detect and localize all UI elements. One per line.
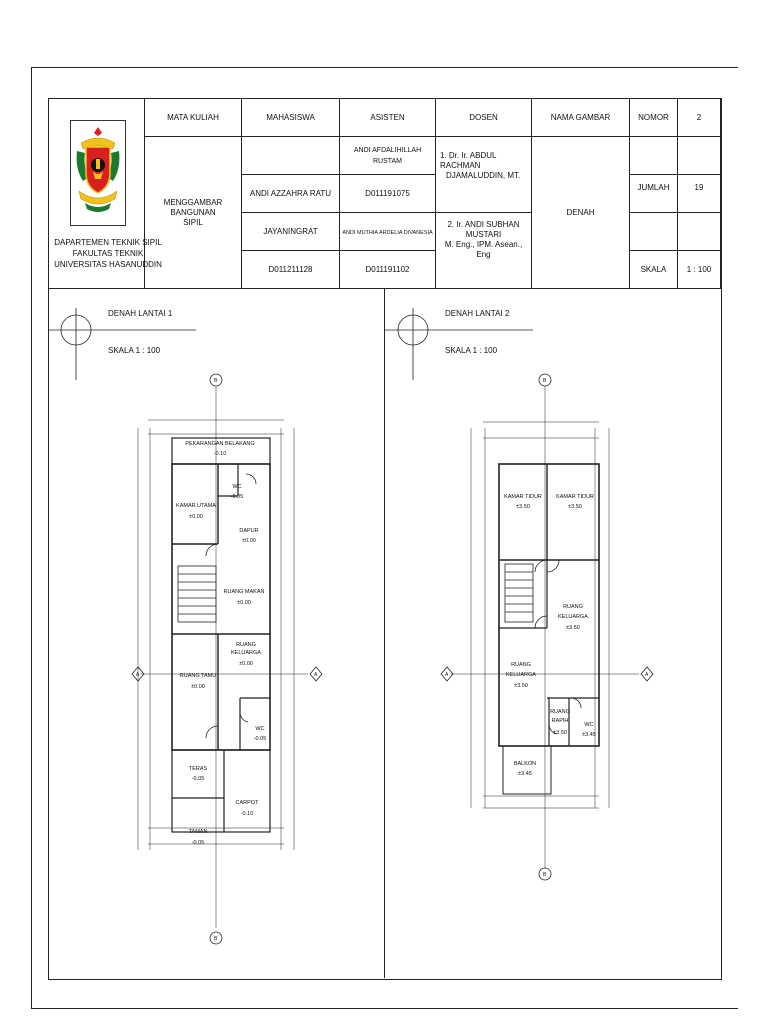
- department-line-3: UNIVERSITAS HASANUDDIN: [54, 260, 162, 269]
- room-ruang-rapih-level: ±3.50: [553, 730, 567, 736]
- assistant-1-id: D011191075: [340, 175, 436, 213]
- room-wc: WC: [584, 722, 594, 728]
- room-balkon-level: ±3.45: [518, 771, 532, 777]
- jumlah-empty-2: [678, 213, 721, 251]
- header-nomor: NOMOR: [630, 99, 678, 137]
- room-kamar-tidur-1: KAMAR TIDUR: [504, 494, 542, 500]
- room-balkon: BALKON: [513, 761, 537, 767]
- room-ruang-keluarga-1: RUANG: [511, 662, 531, 668]
- plan-2-scale: SKALA 1 : 100: [445, 346, 498, 355]
- department-line-2: FAKULTAS TEKNIK: [72, 249, 144, 258]
- room-ruang-keluarga-right-level: ±3.50: [566, 625, 580, 631]
- header-mahasiswa: MAHASISWA: [242, 99, 340, 137]
- student-id: D011211128: [242, 251, 340, 289]
- plan-2-axis-left: A: [445, 672, 449, 678]
- room-ruang-keluarga-level: ±0.00: [239, 661, 253, 667]
- plan-1-axis-top: B: [214, 378, 218, 384]
- student-name-2: JAYANINGRAT: [242, 213, 340, 251]
- assistant-2-id: D011191102: [340, 251, 436, 289]
- room-ruang-rapih-1: RUANG: [550, 709, 570, 715]
- plan-2-axis-right: A: [645, 672, 649, 678]
- room-kamar-utama: KAMAR UTAMA: [176, 503, 216, 509]
- room-wc-bottom-level: -0.05: [253, 736, 267, 742]
- room-ruang-tamu: RUANG TAMU: [179, 673, 217, 679]
- plan-1-axis-left: A: [136, 672, 140, 678]
- room-pekarangan: PEKARANGAN BELAKANG: [185, 441, 255, 447]
- lecturer-1-line-b: DJAMALUDDIN, MT.: [446, 171, 521, 180]
- student-name-1: ANDI AZZAHRA RATU: [242, 175, 340, 213]
- department-name: [50, 237, 166, 270]
- room-wc-top: WC: [232, 484, 242, 490]
- room-ruang-keluarga-1: RUANG: [236, 642, 256, 648]
- room-ruang-makan-level: ±0.00: [237, 600, 251, 606]
- room-carpot-level: -0.10: [240, 811, 254, 817]
- plan-1-title: DENAH LANTAI 1: [108, 309, 173, 318]
- lecturer-2-line-b: M. Eng., IPM. Asean., Eng: [444, 239, 523, 259]
- room-carpot: CARPOT: [235, 800, 259, 806]
- plan-1-axis-bottom: B: [214, 936, 218, 942]
- plan-1-axis-right: A: [314, 672, 318, 678]
- plan-2-axis-top: B: [543, 378, 547, 384]
- course-line-1: MENGGAMBAR: [163, 197, 223, 207]
- lecturer-2-cell: [436, 213, 532, 289]
- course-line-2: BANGUNAN: [170, 207, 216, 217]
- room-dapur-level: ±0.00: [242, 538, 256, 544]
- university-logo: [70, 120, 126, 226]
- drawing-name: DENAH: [532, 137, 630, 289]
- room-ruang-tamu-level: ±0.00: [191, 684, 205, 690]
- nomor-empty-2: [678, 137, 721, 175]
- room-ruang-makan: RUANG MAKAN: [223, 589, 265, 595]
- room-wc-bottom: WC: [255, 726, 265, 732]
- lecturer-1-line-a: 1. Dr. Ir. ABDUL RACHMAN: [440, 151, 497, 170]
- room-taman-level: -0.05: [191, 840, 205, 846]
- plan-2-axis-bottom: B: [543, 872, 547, 878]
- nomor-value: 2: [678, 99, 721, 137]
- course-line-3: SIPIL: [183, 217, 203, 227]
- room-kamar-tidur-2: KAMAR TIDUR: [556, 494, 594, 500]
- header-mata-kuliah: MATA KULIAH: [145, 99, 242, 137]
- room-ruang-keluarga-2: KELUARGA: [506, 672, 536, 678]
- student-empty-cell: [242, 137, 340, 175]
- plan-1-scale: SKALA 1 : 100: [108, 346, 161, 355]
- room-kamar-utama-level: ±0.00: [189, 514, 203, 520]
- header-dosen: DOSEN: [436, 99, 532, 137]
- room-ruang-keluarga-level: ±3.50: [514, 683, 528, 689]
- room-teras-level: -0.05: [191, 776, 205, 782]
- nomor-empty: [630, 137, 678, 175]
- room-ruang-keluarga-right-2: KELUARGA: [558, 614, 588, 620]
- lecturer-1-cell: [436, 137, 532, 213]
- floor-plan-1: [48, 288, 384, 978]
- room-kamar-tidur-1-level: ±3.50: [516, 504, 530, 510]
- room-pekarangan-level: -0.10: [213, 451, 227, 457]
- room-teras: TERAS: [188, 766, 208, 772]
- skala-label: SKALA: [630, 251, 678, 289]
- room-wc-top-level: -0.05: [230, 494, 244, 500]
- jumlah-label: JUMLAH: [630, 175, 678, 213]
- skala-value: 1 : 100: [678, 251, 721, 289]
- plan-2-title: DENAH LANTAI 2: [445, 309, 510, 318]
- assistant-1-name: ANDI AFDALIHILLAH RUSTAM: [340, 137, 436, 175]
- room-ruang-rapih-2: RAPIH: [551, 718, 569, 724]
- floor-plan-2: [385, 288, 720, 978]
- header-asisten: ASISTEN: [340, 99, 436, 137]
- room-wc-level: ±3.45: [582, 732, 596, 738]
- jumlah-value: 19: [678, 175, 721, 213]
- assistant-2-name: ANDI MUTHIA ARDELIA DIVANESIA: [340, 213, 436, 251]
- room-ruang-keluarga-2: KELUARGA: [231, 650, 261, 656]
- jumlah-empty: [630, 213, 678, 251]
- lecturer-2-line-a: 2. Ir. ANDI SUBHAN MUSTARI: [447, 219, 520, 239]
- room-ruang-keluarga-right-1: RUANG: [563, 604, 583, 610]
- department-line-1: DAPARTEMEN TEKNIK SIPIL: [54, 238, 162, 247]
- room-kamar-tidur-2-level: ±3.50: [568, 504, 582, 510]
- room-dapur: DAPUR: [239, 528, 259, 534]
- room-taman: TAMAN: [188, 829, 208, 835]
- header-nama-gambar: NAMA GAMBAR: [532, 99, 630, 137]
